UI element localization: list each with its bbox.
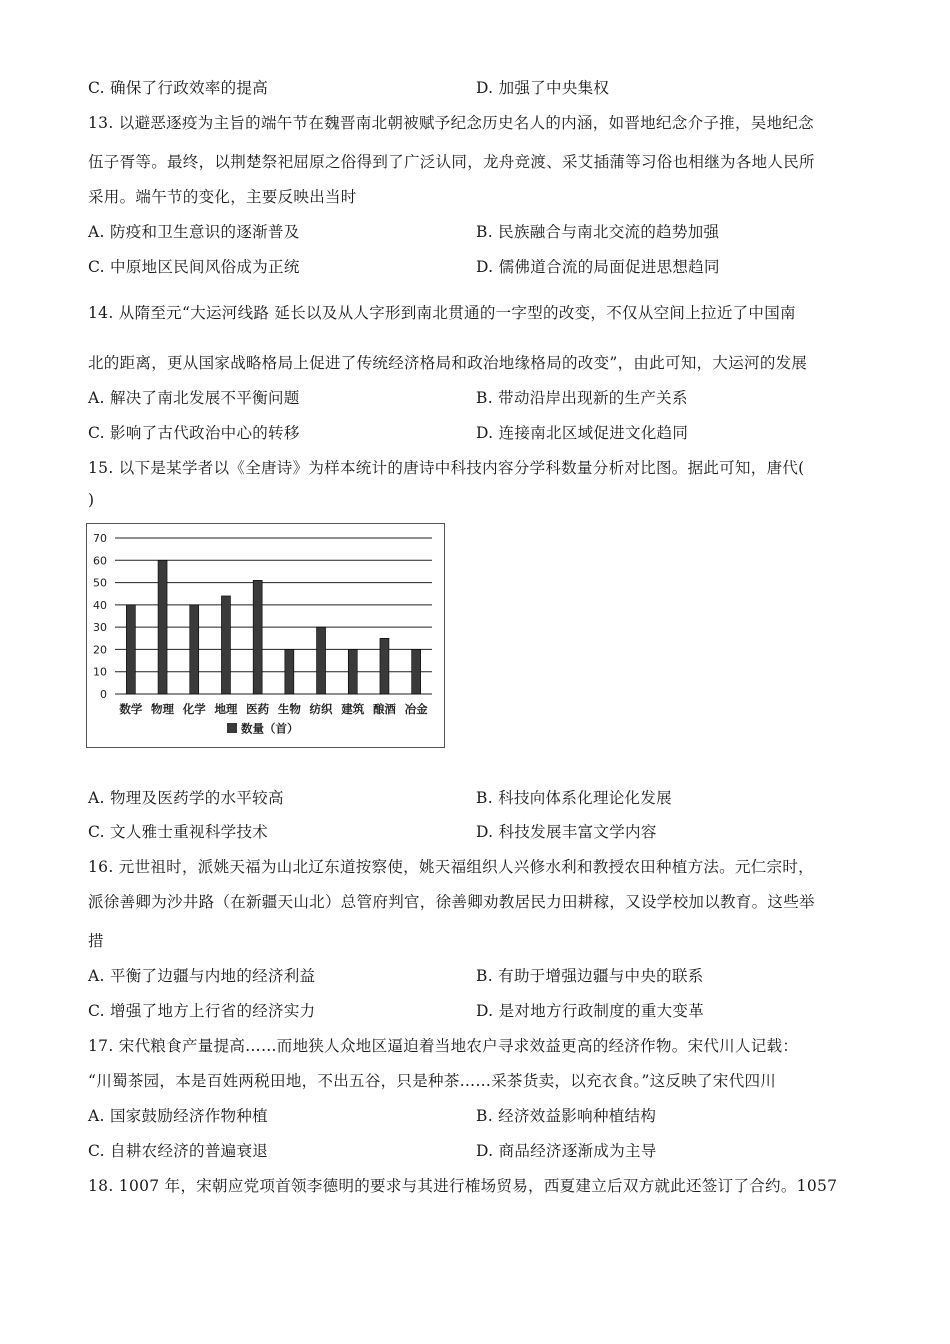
q18-stem-line1: 18. 1007 年，宋朝应党项首领李德明的要求与其进行榷场贸易，西夏建立后双方就此还签订了合约。1057	[88, 1177, 838, 1195]
q14-option-b: B. 带动沿岸出现新的生产关系	[476, 389, 688, 407]
bar	[253, 580, 262, 694]
bar	[285, 649, 294, 694]
legend-label: 数量（首）	[241, 721, 299, 736]
x-tick-label: 地理	[214, 702, 238, 716]
q15-stem-line1: 15. 以下是某学者以《全唐诗》为样本统计的唐诗中科技内容分学科数量分析对比图。据此可知，唐代(	[88, 459, 805, 477]
q16-stem-line3: 措	[88, 932, 104, 950]
q14-stem-line2: 北的距离，更从国家战略格局上促进了传统经济格局和政治地缘格局的改变”，由此可知，大运河的发展	[88, 354, 808, 372]
x-tick-label: 化学	[182, 702, 206, 716]
q13-option-b: B. 民族融合与南北交流的趋势加强	[476, 223, 720, 241]
q15-option-c: C. 文人雅士重视科学技术	[88, 823, 269, 841]
y-tick-label: 20	[93, 643, 107, 657]
bar	[317, 627, 326, 694]
x-tick-label: 物理	[151, 702, 175, 716]
bar	[380, 638, 389, 694]
q15-option-a: A. 物理及医药学的水平较高	[88, 789, 284, 807]
q14-option-a: A. 解决了南北发展不平衡问题	[88, 389, 300, 407]
bar	[221, 596, 230, 694]
q13-stem-line2: 伍子胥等。最终，以荆楚祭祀屈原之俗得到了广泛认同，龙舟竞渡、采艾插蒲等习俗也相继为各地人民所	[88, 153, 815, 171]
q14-option-c: C. 影响了古代政治中心的转移	[88, 424, 300, 442]
x-tick-label: 数学	[119, 702, 143, 716]
y-tick-label: 10	[93, 665, 107, 679]
q16-stem-line1: 16. 元世祖时，派姚天福为山北辽东道按察使，姚天福组织人兴修水利和教授农田种植方法。元仁宗时，	[88, 858, 814, 876]
q13-stem-line3: 采用。端午节的变化，主要反映出当时	[88, 188, 357, 206]
q16-stem-line2: 派徐善卿为沙井路（在新疆天山北）总管府判官，徐善卿劝教居民力田耕稼，又设学校加以教育。这些举	[88, 893, 815, 911]
q13-option-c: C. 中原地区民间风俗成为正统	[88, 258, 300, 276]
q17-option-d: D. 商品经济逐渐成为主导	[476, 1142, 657, 1160]
q17-option-b: B. 经济效益影响种植结构	[476, 1107, 657, 1125]
legend-swatch	[227, 723, 237, 733]
q15-stem-line2: )	[88, 491, 95, 509]
q17-stem-line1: 17. 宋代粮食产量提高……而地狭人众地区逼迫着当地农户寻求效益更高的经济作物。宋代川人记载：	[88, 1037, 799, 1055]
x-tick-label: 医药	[246, 702, 270, 716]
q16-option-b: B. 有助于增强边疆与中央的联系	[476, 967, 704, 985]
q17-option-a: A. 国家鼓励经济作物种植	[88, 1107, 268, 1125]
q16-option-a: A. 平衡了边疆与内地的经济利益	[88, 967, 316, 985]
y-tick-label: 50	[93, 576, 107, 590]
y-tick-label: 60	[93, 554, 107, 568]
q17-stem-line2: “川蜀茶园，本是百姓两税田地，不出五谷，只是种茶……采茶货卖，以充衣食。”这反映了宋代四川	[88, 1072, 777, 1090]
q15-option-d: D. 科技发展丰富文学内容	[476, 823, 657, 841]
x-tick-label: 冶金	[404, 702, 428, 716]
bar	[348, 649, 357, 694]
q15-chart	[86, 523, 445, 748]
y-tick-label: 70	[93, 532, 107, 545]
bar	[126, 605, 135, 694]
bar-chart	[87, 524, 444, 747]
q13-option-a: A. 防疫和卫生意识的逐渐普及	[88, 223, 300, 241]
x-tick-label: 纺织	[309, 702, 333, 716]
q16-option-c: C. 增强了地方上行省的经济实力	[88, 1002, 316, 1020]
q14-stem-line1: 14. 从隋至元“大运河线路 延长以及从人字形到南北贯通的一字型的改变，不仅从空间上拉近了中国南	[88, 304, 796, 322]
x-tick-label: 建筑	[341, 702, 365, 716]
bar	[190, 605, 199, 694]
x-tick-label: 生物	[277, 702, 301, 716]
y-tick-label: 0	[100, 688, 107, 701]
q15-option-b: B. 科技向体系化理论化发展	[476, 789, 672, 807]
x-tick-label: 酿酒	[372, 702, 396, 716]
q13-stem-line1: 13. 以避恶逐疫为主旨的端午节在魏晋南北朝被赋予纪念历史名人的内涵，如晋地纪念介子推，吴地纪念	[88, 114, 814, 132]
q12-option-d: D. 加强了中央集权	[476, 79, 610, 97]
bar	[412, 649, 421, 694]
q14-option-d: D. 连接南北区域促进文化趋同	[476, 424, 689, 442]
y-tick-label: 40	[93, 598, 107, 612]
q12-option-c: C. 确保了行政效率的提高	[88, 79, 269, 97]
q16-option-d: D. 是对地方行政制度的重大变革	[476, 1002, 705, 1020]
q13-option-d: D. 儒佛道合流的局面促进思想趋同	[476, 258, 720, 276]
bar	[158, 560, 167, 694]
q17-option-c: C. 自耕农经济的普遍衰退	[88, 1142, 269, 1160]
y-tick-label: 30	[93, 621, 107, 635]
